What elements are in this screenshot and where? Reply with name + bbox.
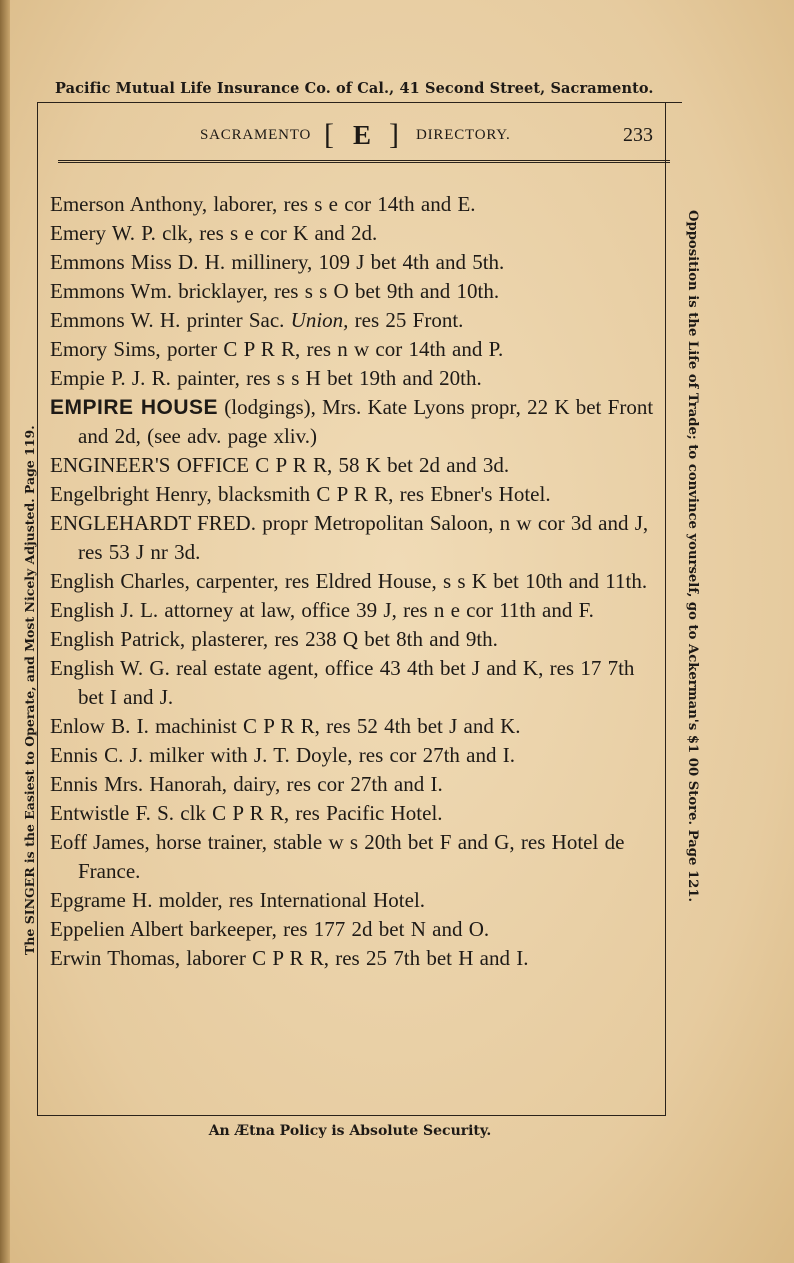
directory-entry (50, 596, 662, 625)
entry-name: Ennis C. J. (50, 743, 144, 767)
directory-entry (50, 944, 662, 973)
header-city: SACRAMENTO (200, 127, 312, 143)
top-advertisement: Pacific Mutual Life Insurance Co. of Cal., 41 Second Street, Sacramento. (55, 80, 654, 97)
header-rule (58, 160, 670, 163)
directory-entry (50, 712, 662, 741)
directory-entry (50, 335, 662, 364)
entry-name: EMPIRE HOUSE (50, 396, 219, 419)
entry-text: laborer C P R R, res 25 7th bet H and I. (186, 946, 529, 970)
entry-text: laborer, res s e cor 14th and E. (213, 192, 476, 216)
entry-name: Emery W. P. (50, 221, 156, 245)
page-number: 233 (623, 124, 653, 146)
header-close-bracket: ] (389, 118, 399, 151)
entry-text: barkeeper, res 177 2d bet N and O. (189, 917, 490, 941)
entry-name: Emerson Anthony, (50, 192, 208, 216)
entry-name: Eoff James, (50, 830, 150, 854)
entry-name: Empie P. J. R. (50, 366, 171, 390)
directory-entry (50, 364, 662, 393)
directory-entry (50, 480, 662, 509)
directory-entry (50, 770, 662, 799)
header-directory-label: DIRECTORY. (416, 127, 511, 143)
header-open-bracket: [ (324, 118, 334, 151)
entry-text: machinist C P R R, res 52 4th bet J and K. (155, 714, 521, 738)
entry-name: English Charles, (50, 569, 190, 593)
directory-entry (50, 654, 662, 712)
directory-entry (50, 306, 662, 335)
entry-name: Epgrame H. (50, 888, 153, 912)
entry-name: ENGINEER'S OFFICE (50, 453, 250, 477)
directory-entry (50, 741, 662, 770)
entry-italic-text: Union, (290, 308, 349, 332)
entry-text: (lodgings), Mrs. Kate Lyons propr, 22 K bet Front and 2d, (see adv. page xliv.) (78, 395, 654, 448)
directory-entry (50, 219, 662, 248)
entry-name: ENGLEHARDT FRED. (50, 511, 256, 535)
entry-text: porter C P R R, res n w cor 14th and P. (166, 337, 504, 361)
directory-entry (50, 451, 662, 480)
entry-name: English J. L. (50, 598, 159, 622)
entry-text: dairy, res cor 27th and I. (233, 772, 443, 796)
directory-entry (50, 277, 662, 306)
entry-text: clk, res s e cor K and 2d. (162, 221, 378, 245)
entry-text: printer Sac. (186, 308, 285, 332)
header-section-letter: E (353, 120, 372, 150)
running-header (60, 118, 670, 158)
page-edge (0, 0, 10, 1263)
entry-name: Emmons W. H. (50, 308, 181, 332)
entry-name: English W. G. (50, 656, 170, 680)
entry-text-continued: res 25 Front. (354, 308, 464, 332)
entry-text: milker with J. T. Doyle, res cor 27th and I. (149, 743, 515, 767)
right-margin-advertisement: Opposition is the Life of Trade; to convince yourself, go to Ackerman's $1 00 Store. Page 121. (685, 210, 700, 903)
directory-entry (50, 248, 662, 277)
directory-entry-featured (50, 393, 662, 451)
entry-text: painter, res s s H bet 19th and 20th. (177, 366, 482, 390)
entry-name: Emory Sims, (50, 337, 161, 361)
left-margin-advertisement: The SINGER is the Easiest to Operate, and Most Nicely Adjusted. Page 119. (22, 425, 37, 955)
entry-text: bricklayer, res s s O bet 9th and 10th. (178, 279, 500, 303)
entry-name: Engelbright Henry, (50, 482, 212, 506)
directory-entry (50, 828, 662, 886)
directory-entry (50, 915, 662, 944)
entry-text: plasterer, res 238 Q bet 8th and 9th. (191, 627, 498, 651)
entry-text: C P R R, 58 K bet 2d and 3d. (255, 453, 510, 477)
directory-entry (50, 886, 662, 915)
entry-text: millinery, 109 J bet 4th and 5th. (231, 250, 505, 274)
directory-entry (50, 625, 662, 654)
entry-text: blacksmith C P R R, res Ebner's Hotel. (218, 482, 551, 506)
directory-entry (50, 567, 662, 596)
entry-text: carpenter, res Eldred House, s s K bet 10th and 11th. (196, 569, 648, 593)
entry-text: horse trainer, stable w s 20th bet F and G, res Hotel de France. (78, 830, 625, 883)
entry-name: Emmons Miss D. H. (50, 250, 226, 274)
entry-name: Erwin Thomas, (50, 946, 181, 970)
entry-text: propr Metropolitan Saloon, n w cor 3d and J, res 53 J nr 3d. (78, 511, 649, 564)
entry-name: Ennis Mrs. Hanorah, (50, 772, 227, 796)
directory-entry (50, 799, 662, 828)
directory-entry (50, 190, 662, 219)
entry-name: Emmons Wm. (50, 279, 172, 303)
entry-text: molder, res International Hotel. (158, 888, 426, 912)
entry-text: clk C P R R, res Pacific Hotel. (180, 801, 443, 825)
entry-name: Enlow B. I. (50, 714, 149, 738)
bottom-advertisement: An Ætna Policy is Absolute Security. (208, 1123, 492, 1139)
entry-name: Eppelien Albert (50, 917, 184, 941)
directory-entries (50, 190, 662, 973)
directory-entry (50, 509, 662, 567)
entry-name: English Patrick, (50, 627, 186, 651)
entry-name: Entwistle F. S. (50, 801, 175, 825)
entry-text: real estate agent, office 43 4th bet J and K, res 17 7th bet I and J. (78, 656, 635, 709)
entry-text: attorney at law, office 39 J, res n e cor 11th and F. (164, 598, 594, 622)
